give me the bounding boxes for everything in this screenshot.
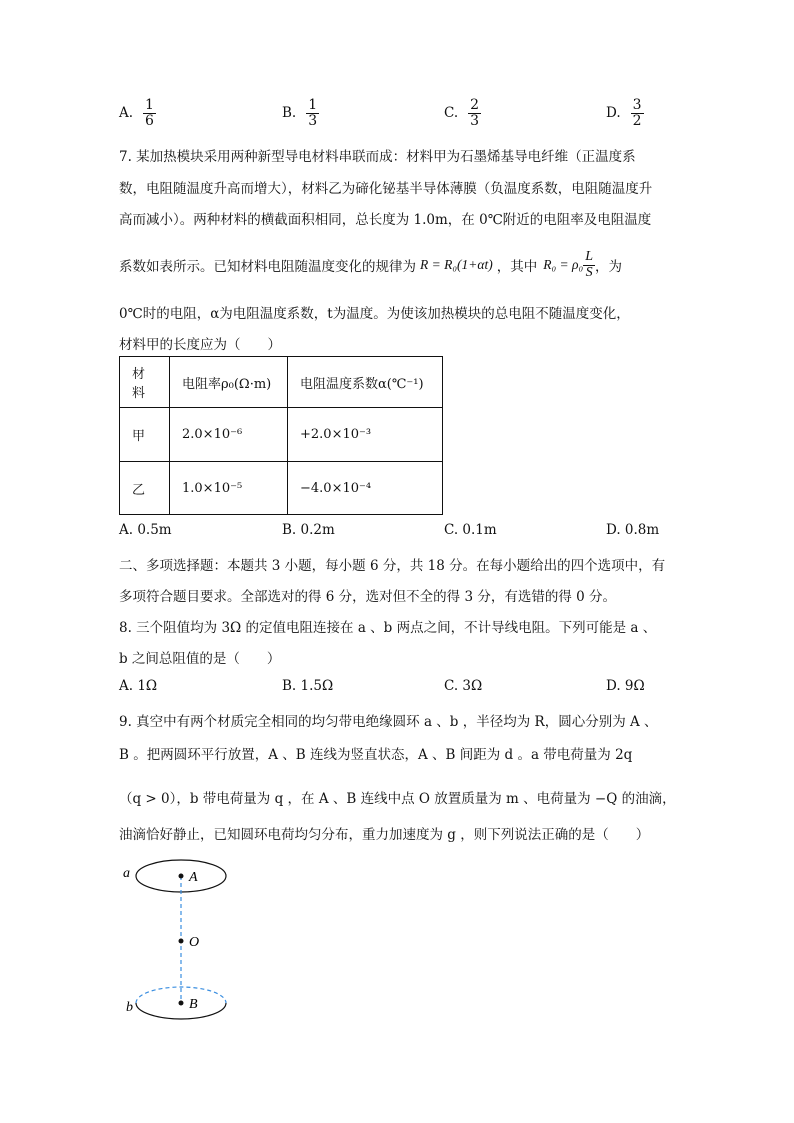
q7-option-b: B. 0.2m: [282, 522, 335, 538]
q6-option-c: C. $\frac{2}{3}$: [444, 97, 480, 129]
resistance-definition: R₀ = ρ₀: [543, 257, 584, 273]
resistance-formula: R = R₀(1+αt): [420, 257, 493, 273]
table-header-row: [120, 357, 443, 408]
q7-line-5: 0℃时的电阻，α为电阻温度系数，t为温度。为使该加热模块的总电阻不随温度变化，: [119, 306, 630, 322]
section-2-heading: 二、多项选择题：本题共 3 小题，每小题 6 分，共 18 分。在每小题给出的四个选项中，有: [119, 558, 666, 574]
table-row: [120, 408, 443, 462]
table-header-cell: 电阻温度系数α(℃⁻¹): [288, 357, 443, 408]
label-midpoint-o: O: [189, 935, 200, 950]
q8-option-d: D. 9Ω: [606, 678, 645, 694]
label-ring-b: b: [126, 1000, 133, 1015]
table-cell: 1.0×10⁻⁵: [170, 462, 288, 515]
fraction: $\frac{1}{3}$: [308, 97, 318, 129]
label-ring-a: a: [123, 866, 130, 881]
q7-line-4: 系数如表所示。已知材料电阻随温度变化的规律为 R = R₀(1+αt) ，其中 R₀ = ρ₀ $\frac{L}{S}$ ，为: [119, 249, 623, 280]
table-header-cell: 材料: [120, 357, 170, 408]
label-center-b: B: [189, 997, 198, 1012]
q8-line-2: b 之间总阻值的是（ ）: [119, 651, 281, 667]
label-center-a: A: [189, 870, 198, 885]
table-header-cell: 电阻率ρ₀(Ω·m): [170, 357, 288, 408]
q9-line-4: 油滴恰好静止，已知圆环电荷均匀分布，重力加速度为 g ，则下列说法正确的是（ ）: [119, 827, 650, 843]
section-2-instructions: 多项符合题目要求。全部选对的得 6 分，选对但不全的得 3 分，有选错的得 0 分。: [119, 589, 617, 605]
q7-option-c: C. 0.1m: [444, 522, 497, 538]
q7-line-6: 材料甲的长度应为（ ）: [119, 337, 281, 353]
table-cell: 甲: [120, 408, 170, 462]
q9-line-1: 9. 真空中有两个材质完全相同的均匀带电绝缘圆环 a 、b ，半径均为 R，圆心分别为 A 、: [119, 714, 658, 730]
q8-option-a: A. 1Ω: [119, 678, 158, 694]
two-rings-figure: [118, 855, 238, 1030]
table-row: [120, 462, 443, 515]
q7-option-d: D. 0.8m: [606, 522, 660, 538]
midpoint-o-dot: [179, 939, 184, 944]
table-cell: −4.0×10⁻⁴: [288, 462, 443, 515]
length-area-fraction: $\frac{L}{S}$: [585, 249, 594, 280]
center-b-dot: [179, 1001, 184, 1006]
table-cell: 乙: [120, 462, 170, 515]
q6-option-a: A. $\frac{1}{6}$: [119, 97, 154, 129]
q9-line-2: B 。把两圆环平行放置，A 、B 连线为竖直状态，A 、B 间距为 d 。a 带电荷量为 2q: [119, 747, 633, 763]
q7-line-2: 数，电阻随温度升高而增大），材料乙为碲化铋基半导体薄膜（负温度系数，电阻随温度升: [119, 181, 653, 197]
q7-option-a: A. 0.5m: [119, 522, 172, 538]
material-properties-table: [119, 356, 443, 515]
q8-line-1: 8. 三个阻值均为 3Ω 的定值电阻连接在 a 、b 两点之间，不计导线电阻。下列可能是 a 、: [119, 620, 657, 636]
center-a-dot: [179, 874, 184, 879]
q9-line-3: （q > 0），b 带电荷量为 q ，在 A 、B 连线中点 O 放置质量为 m 、电荷量为 −Q 的油滴，: [119, 791, 676, 807]
q8-option-b: B. 1.5Ω: [282, 678, 334, 694]
q8-option-c: C. 3Ω: [444, 678, 483, 694]
q6-option-b: B. $\frac{1}{3}$: [282, 97, 318, 129]
q7-line-3: 高而减小）。两种材料的横截面积相同，总长度为 1.0m，在 0℃附近的电阻率及电阻温度: [119, 212, 652, 228]
q6-option-d: D. $\frac{3}{2}$: [606, 97, 642, 129]
fraction: $\frac{1}{6}$: [145, 97, 154, 129]
q7-line-1: 7. 某加热模块采用两种新型导电材料串联而成：材料甲为石墨烯基导电纤维（正温度系: [119, 149, 636, 165]
table-cell: 2.0×10⁻⁶: [170, 408, 288, 462]
table-cell: +2.0×10⁻³: [288, 408, 443, 462]
fraction: $\frac{3}{2}$: [632, 97, 642, 129]
fraction: $\frac{2}{3}$: [470, 97, 480, 129]
